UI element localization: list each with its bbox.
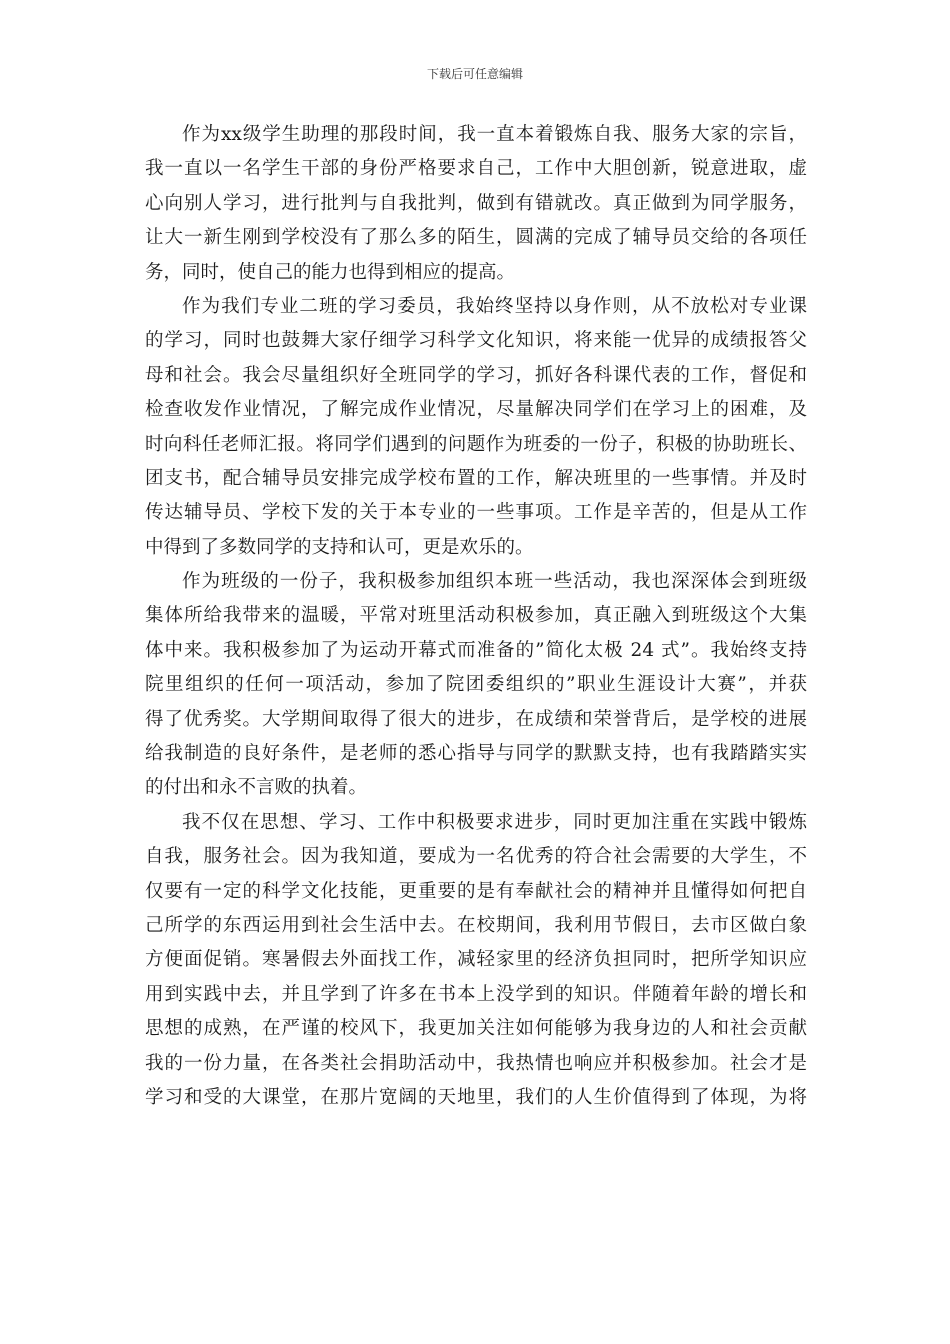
paragraph-line: 给我制造的良好条件，是老师的悉心指导与同学的默默支持，也有我踏踏实实 xyxy=(145,743,807,765)
paragraph-line: 作为xx级学生助理的那段时间，我一直本着锻炼自我、服务大家的宗旨， xyxy=(182,124,807,145)
paragraph-line: 的学习，同时也鼓舞大家仔细学习科学文化知识，将来能一优异的成绩报答父 xyxy=(145,330,807,352)
paragraph-student-assistant xyxy=(145,118,807,290)
paragraph-line: 己所学的东西运用到社会生活中去。在校期间，我利用节假日，去市区做白象 xyxy=(145,914,807,936)
paragraph-study-committee xyxy=(145,290,807,565)
paragraph-line: 时向科任老师汇报。将同学们遇到的问题作为班委的一份子，积极的协助班长、 xyxy=(145,433,807,455)
paragraph-line: 中得到了多数同学的支持和认可，更是欢乐的。 xyxy=(145,536,534,558)
paragraph-line: 的付出和永不言败的执着。 xyxy=(145,777,368,799)
document-body xyxy=(145,118,807,1115)
paragraph-line: 仅要有一定的科学文化技能，更重要的是有奉献社会的精神并且懂得如何把自 xyxy=(145,880,807,902)
paragraph-line: 让大一新生刚到学校没有了那么多的陌生，圆满的完成了辅导员交给的各项任 xyxy=(145,227,807,249)
paragraph-line: 检查收发作业情况，了解完成作业情况，尽量解决同学们在学习上的困难，及 xyxy=(145,399,807,421)
paragraph-line: 母和社会。我会尽量组织好全班同学的学习，抓好各科课代表的工作，督促和 xyxy=(145,364,807,386)
paragraph-line: 方便面促销。寒暑假去外面找工作，减轻家里的经济负担同时，把所学知识应 xyxy=(145,949,807,971)
paragraph-line: 我一直以一名学生干部的身份严格要求自己，工作中大胆创新，锐意进取，虚 xyxy=(145,158,807,180)
paragraph-line: 我的一份力量，在各类社会捐助活动中，我热情也响应并积极参加。社会才是 xyxy=(145,1052,807,1074)
paragraph-line: 我不仅在思想、学习、工作中积极要求进步，同时更加注重在实践中锻炼 xyxy=(182,811,807,833)
paragraph-line: 用到实践中去，并且学到了许多在书本上没学到的知识。伴随着年龄的增长和 xyxy=(145,983,807,1005)
paragraph-line: 得了优秀奖。大学期间取得了很大的进步，在成绩和荣誉背后，是学校的进展 xyxy=(145,708,807,730)
paragraph-line: 心向别人学习，进行批判与自我批判，做到有错就改。真正做到为同学服务， xyxy=(145,192,807,214)
paragraph-line: 集体所给我带来的温暖，平常对班里活动积极参加，真正融入到班级这个大集 xyxy=(145,605,807,627)
paragraph-line: 务，同时，使自己的能力也得到相应的提高。 xyxy=(145,261,516,283)
paragraph-line: 团支书，配合辅导员安排完成学校布置的工作，解决班里的一些事情。并及时 xyxy=(145,467,807,489)
paragraph-line: 院里组织的任何一项活动，参加了院团委组织的”职业生涯设计大赛”，并获 xyxy=(145,674,807,696)
paragraph-line: 自我，服务社会。因为我知道，要成为一名优秀的符合社会需要的大学生，不 xyxy=(145,846,807,868)
paragraph-line: 思想的成熟，在严谨的校风下，我更加关注如何能够为我身边的人和社会贡献 xyxy=(145,1018,807,1040)
paragraph-line: 作为我们专业二班的学习委员，我始终坚持以身作则，从不放松对专业课 xyxy=(182,295,807,317)
page-header: 下载后可任意编辑 xyxy=(426,67,523,81)
paragraph-line: 学习和受的大课堂，在那片宽阔的天地里，我们的人生价值得到了体现，为将 xyxy=(145,1086,807,1108)
paragraph-line: 传达辅导员、学校下发的关于本专业的一些事项。工作是辛苦的，但是从工作 xyxy=(145,502,807,524)
paragraph-line: 作为班级的一份子，我积极参加组织本班一些活动，我也深深体会到班级 xyxy=(182,571,807,593)
paragraph-class-activities xyxy=(145,565,807,806)
paragraph-social-practice xyxy=(145,806,807,1116)
paragraph-line: 体中来。我积极参加了为运动开幕式而准备的”简化太极 24 式”。我始终支持 xyxy=(145,639,807,661)
